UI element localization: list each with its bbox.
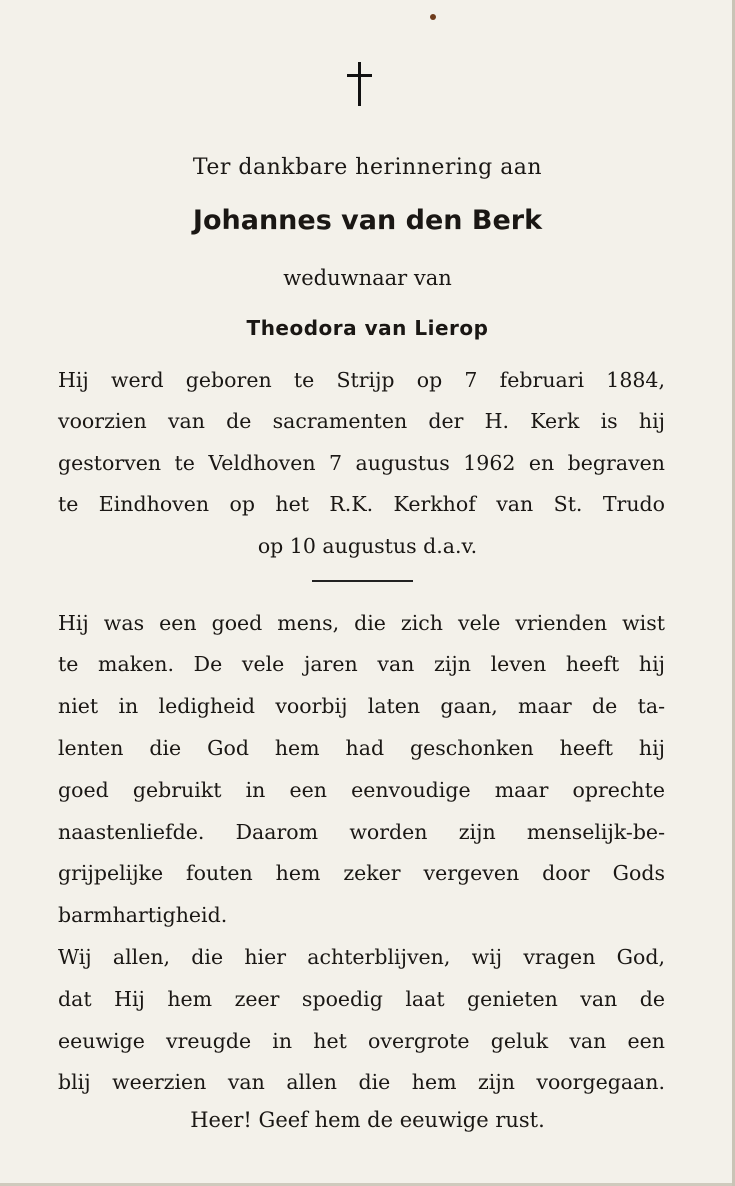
deceased-name: Johannes van den Berk <box>192 205 543 236</box>
bio-last-line: op 10 augustus d.a.v. <box>257 534 478 558</box>
tribute-line: goed gebruikt in een eenvoudige maar oprechte <box>58 778 665 802</box>
closing-prayer: Heer! Geef hem de eeuwige rust. <box>190 1108 545 1132</box>
tribute-line: lenten die God hem had geschonken heeft hij <box>58 736 665 760</box>
tribute-line: niet in ledigheid voorbij laten gaan, maar de ta- <box>58 694 665 718</box>
prayer-line: dat Hij hem zeer spoedig laat genieten van de <box>58 987 665 1011</box>
tribute-line: Hij was een goed mens, die zich vele vrienden wist <box>58 611 665 635</box>
prayer-line: eeuwige vreugde in het overgrote geluk van een <box>58 1029 665 1053</box>
divider <box>312 580 413 582</box>
bio-line: Hij werd geboren te Strijp op 7 februari 1884, <box>58 368 665 392</box>
spouse-name: Theodora van Lierop <box>246 316 489 340</box>
bio-line: gestorven te Veldhoven 7 augustus 1962 en begraven <box>58 451 665 475</box>
tribute-line: te maken. De vele jaren van zijn leven heeft hij <box>58 652 665 676</box>
tribute-line: naastenliefde. Daarom worden zijn menselijk-be- <box>58 820 665 844</box>
tribute-last-line: barmhartigheid. <box>58 903 228 927</box>
relation-line: weduwnaar van <box>283 266 452 290</box>
tribute-line: grijpelijke fouten hem zeker vergeven door Gods <box>58 861 665 885</box>
prayer-line: blij weerzien van allen die hem zijn voorgegaan. <box>58 1070 665 1094</box>
bio-line: te Eindhoven op het R.K. Kerkhof van St. Trudo <box>58 492 665 516</box>
cross-icon <box>345 62 375 106</box>
ink-speck <box>430 14 436 20</box>
bio-line: voorzien van de sacramenten der H. Kerk is hij <box>58 409 665 433</box>
intro-line: Ter dankbare herinnering aan <box>192 155 543 180</box>
prayer-line: Wij allen, die hier achterblijven, wij vragen God, <box>58 945 665 969</box>
